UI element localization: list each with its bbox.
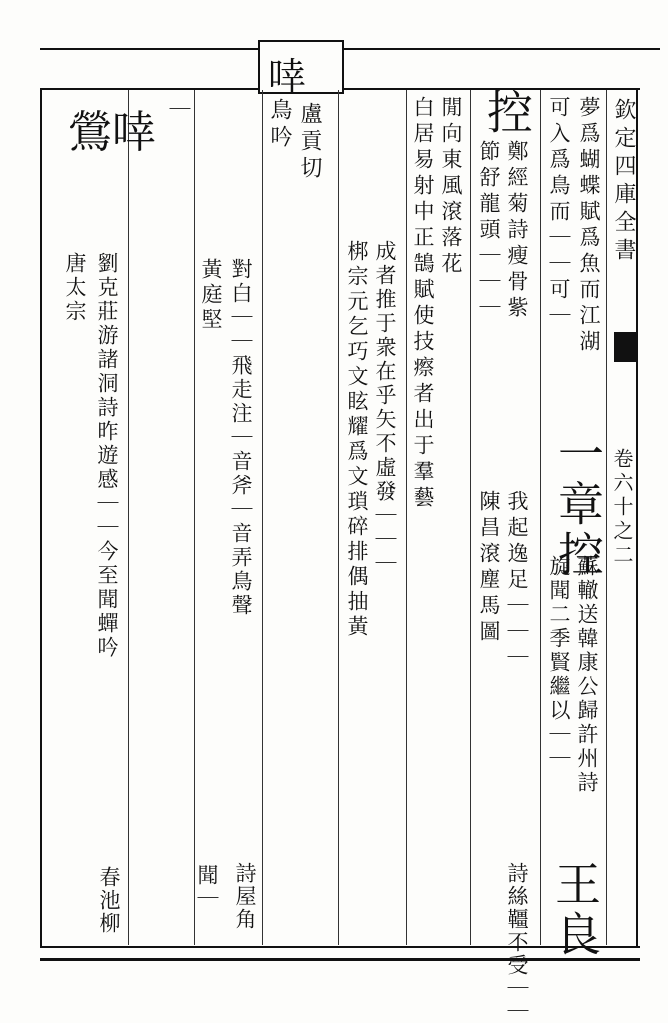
text-column: 唐太宗: [63, 252, 87, 324]
text-column: 梆宗元乞巧文眩耀爲文瑣碎排偶抽黃: [345, 240, 369, 640]
text-column: 劉克莊游諸洞詩昨遊感｜｜今至聞蟬吟: [95, 252, 119, 660]
text-column: 春池柳: [97, 866, 121, 935]
supplement-marker: 鶯啈: [68, 107, 156, 158]
text-column: 夢爲蝴蝶賦爲魚而江湖: [577, 96, 601, 356]
divider: [470, 90, 471, 945]
entry-heading: 王良: [548, 860, 602, 960]
text-column: 閒向東風滾落花: [439, 96, 463, 278]
head-char: 啈: [268, 55, 307, 99]
book-title: 欽定四庫全書: [611, 98, 636, 266]
divider: [540, 90, 541, 945]
text-column: 節舒龍頭｜｜｜: [477, 140, 501, 322]
frame-right: [636, 88, 638, 948]
text-column: ｜: [167, 98, 191, 124]
reading-sub: 鳥吟: [267, 98, 292, 152]
text-column: 蘇轍送韓康公歸許州詩: [575, 555, 599, 795]
divider: [128, 90, 129, 945]
divider: [262, 90, 263, 945]
text-column: 詩屋角: [233, 862, 257, 931]
reading-main: 盧貢切: [297, 102, 322, 183]
text-column: 聞｜: [195, 864, 219, 910]
text-column: 成者推于衆在乎矢不虛發｜｜｜: [373, 240, 397, 576]
frame-left: [40, 88, 42, 948]
top-rule: [40, 48, 660, 50]
divider: [194, 90, 195, 945]
divider: [338, 90, 339, 945]
volume-label: 卷六十之二: [610, 448, 634, 568]
divider: [606, 90, 607, 945]
title-block-mark: [614, 332, 636, 362]
text-column: 對白｜｜飛走注｜音斧｜音弄鳥聲: [229, 258, 253, 618]
divider: [406, 90, 407, 945]
text-column: 我起逸足｜｜｜: [505, 490, 529, 672]
frame-top: [40, 88, 260, 90]
text-column: 旋聞二季賢繼以｜｜: [547, 555, 571, 771]
text-column: 陳昌滾塵馬圖: [477, 490, 501, 646]
text-column: 黃庭堅: [199, 258, 223, 333]
text-column: 詩絲韁不受｜｜: [505, 862, 529, 1023]
entry-heading: 控: [480, 88, 534, 138]
text-column: 可入爲鳥而｜｜可｜: [547, 96, 571, 330]
text-column: 鄭經菊詩瘦骨紫: [505, 140, 529, 322]
text-column: 白居易射中正鵠賦使技瘵者出于羣藝: [411, 96, 435, 512]
entry-heading: 一章控: [551, 430, 605, 580]
